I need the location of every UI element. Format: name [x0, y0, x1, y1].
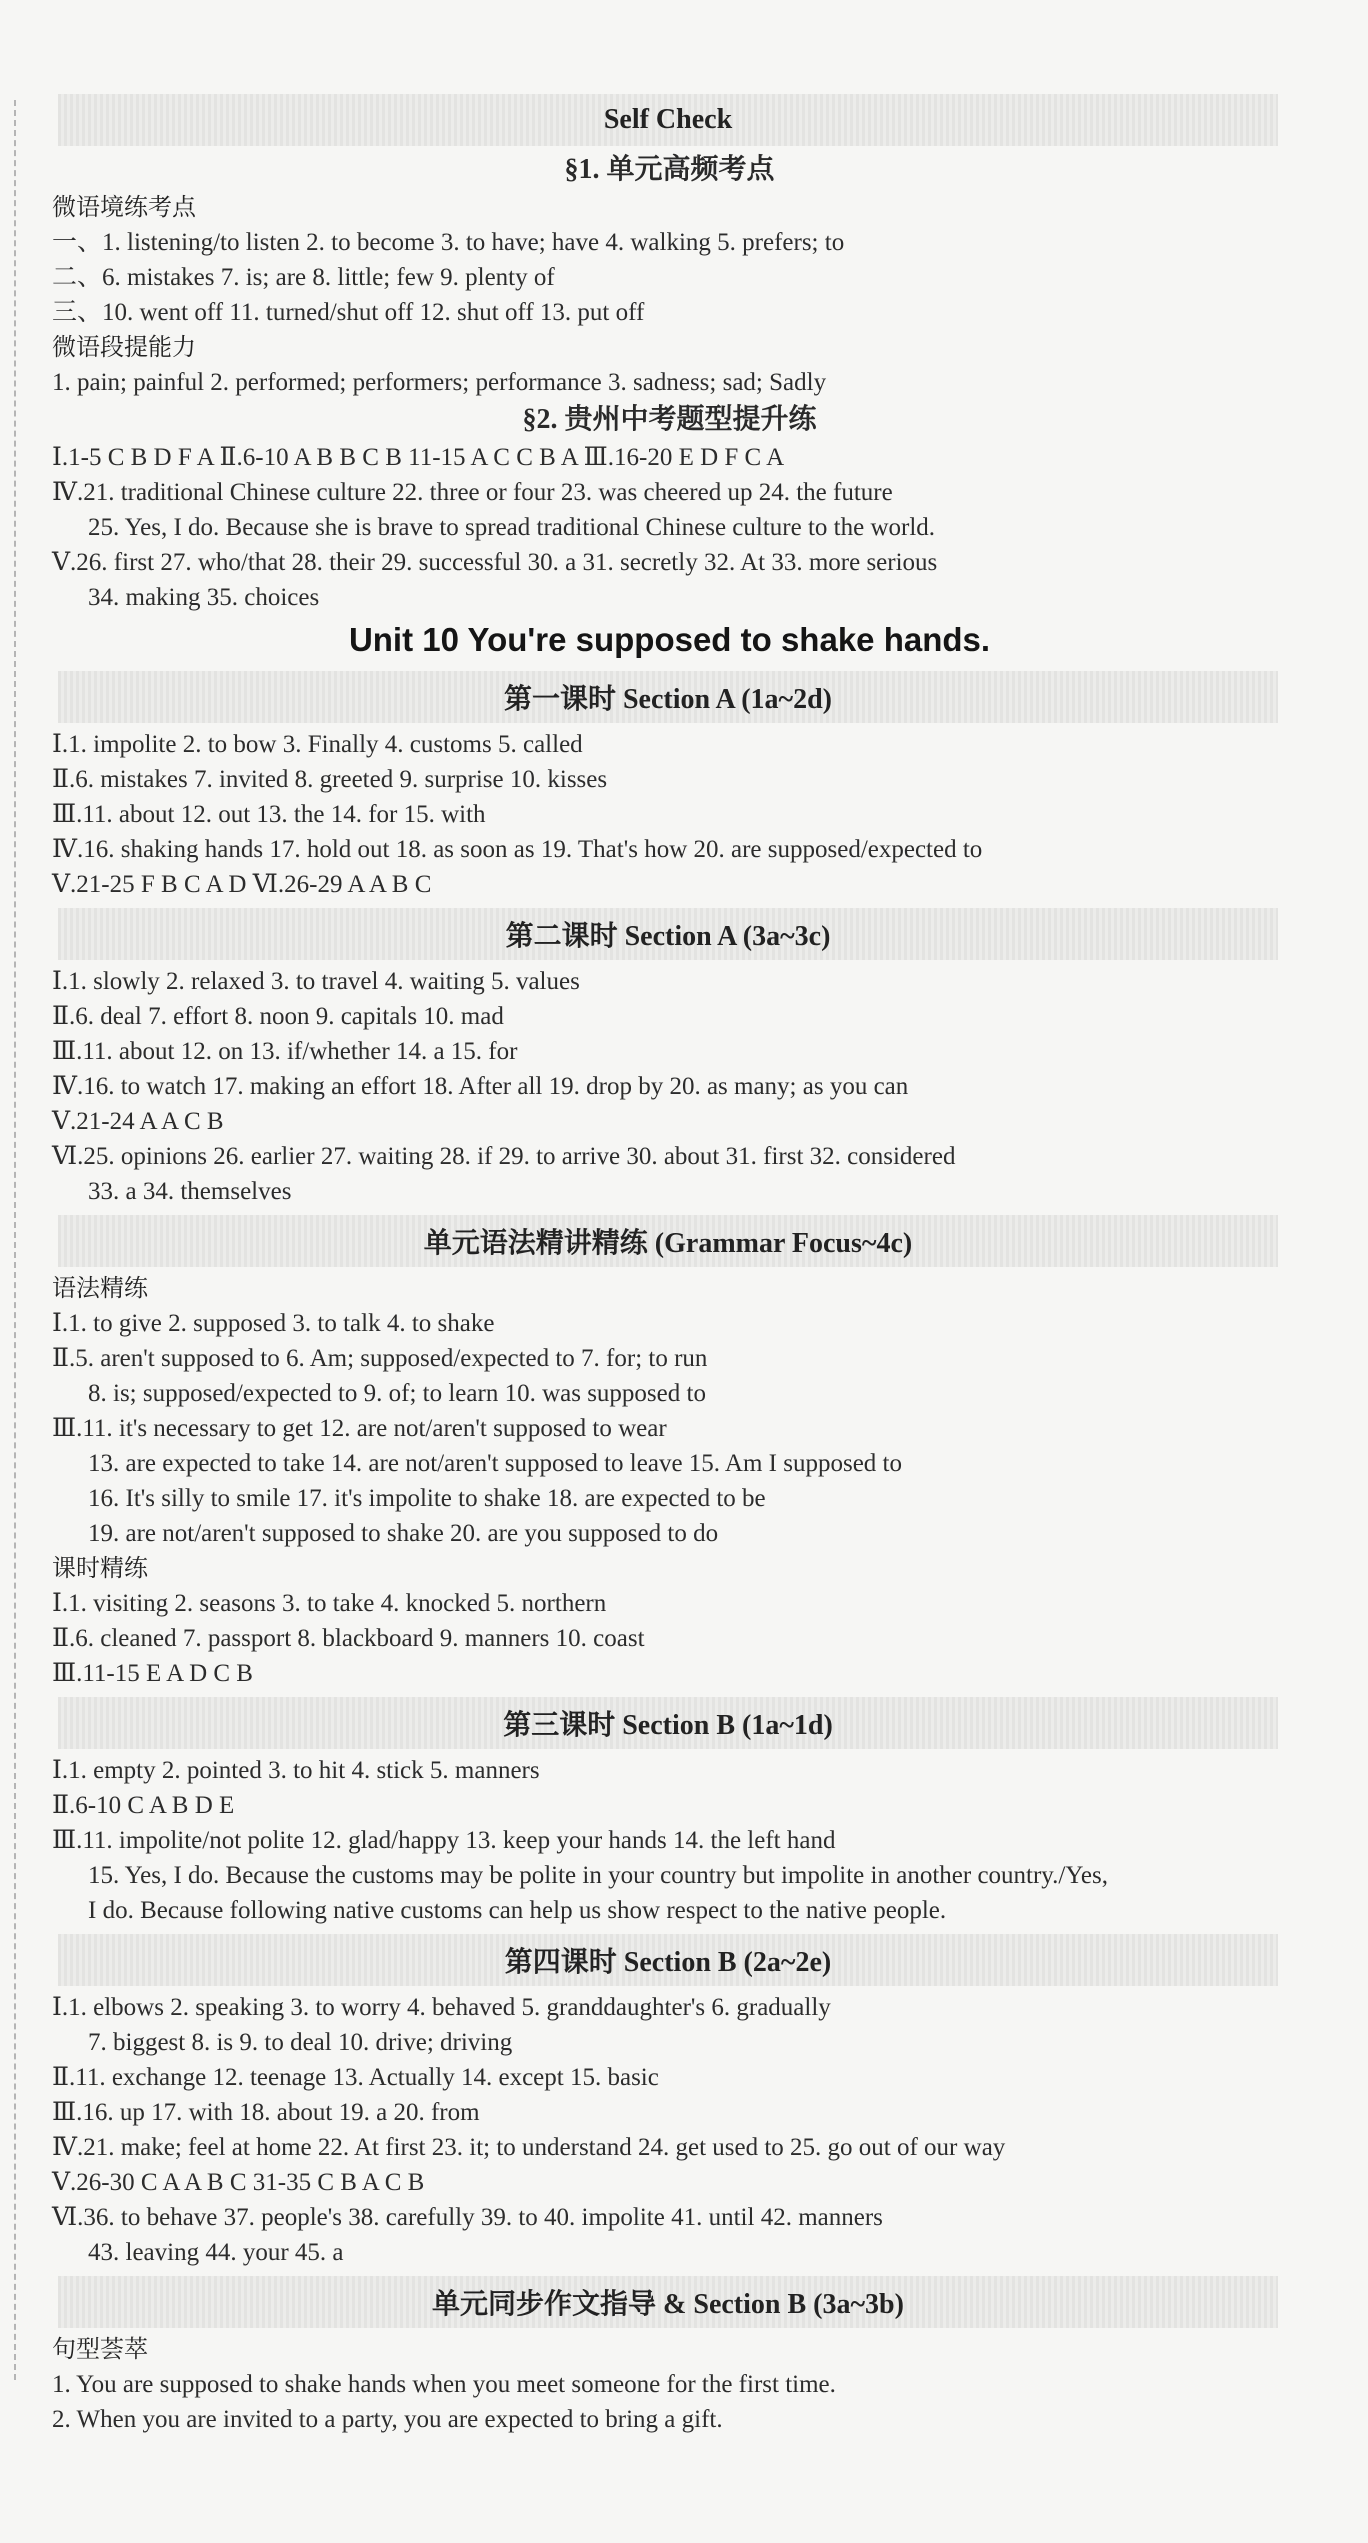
answer-line: Ⅲ.16. up 17. with 18. about 19. a 20. from — [52, 2099, 480, 2126]
answer-line-continued: 19. are not/aren't supposed to shake 20. are you supposed to do — [88, 1520, 719, 1547]
answer-line: Ⅰ.1. slowly 2. relaxed 3. to travel 4. waiting 5. values — [52, 968, 580, 995]
answer-line: 2. When you are invited to a party, you are expected to bring a gift. — [52, 2406, 723, 2433]
answer-line-continued: 8. is; supposed/expected to 9. of; to learn 10. was supposed to — [88, 1380, 706, 1407]
answer-line: Ⅰ.1-5 C B D F A Ⅱ.6-10 A B B C B 11-15 A C C B A Ⅲ.16-20 E D F C A — [52, 444, 785, 471]
answer-line: Ⅲ.11. about 12. on 13. if/whether 14. a 15. for — [52, 1038, 518, 1065]
answer-line: Ⅲ.11-15 E A D C B — [52, 1660, 253, 1687]
section-subtitle: §1. 单元高频考点 — [564, 154, 775, 185]
answer-line: Ⅳ.16. shaking hands 17. hold out 18. as soon as 19. That's how 20. are supposed/expected to — [52, 836, 983, 863]
answer-line: Ⅰ.1. to give 2. supposed 3. to talk 4. to shake — [52, 1310, 495, 1337]
answer-line: Ⅳ.21. make; feel at home 22. At first 23. it; to understand 24. get used to 25. go out of our way — [52, 2134, 1006, 2161]
answer-line: Ⅲ.11. about 12. out 13. the 14. for 15. with — [52, 801, 486, 828]
exercise-label: 语法精练 — [52, 1274, 148, 1302]
answer-line: Ⅱ.11. exchange 12. teenage 13. Actually 14. except 15. basic — [52, 2064, 659, 2091]
answer-line: Ⅵ.25. opinions 26. earlier 27. waiting 28. if 29. to arrive 30. about 31. first 32. considered — [52, 1143, 956, 1170]
binding-margin-line — [14, 100, 16, 2380]
answer-line: Ⅳ.16. to watch 17. making an effort 18. After all 19. drop by 20. as many; as you can — [52, 1073, 909, 1100]
unit-title: Unit 10 You're supposed to shake hands. — [348, 621, 991, 658]
answer-line-continued: 16. It's silly to smile 17. it's impolite to shake 18. are expected to be — [88, 1485, 766, 1512]
answer-line-continued: 13. are expected to take 14. are not/aren't supposed to leave 15. Am I supposed to — [88, 1450, 902, 1477]
answer-line-continued: 15. Yes, I do. Because the customs may be polite in your country but impolite in another country./Yes, — [88, 1862, 1109, 1889]
section-heading-bar: Self Check — [58, 94, 1278, 146]
answer-line: Ⅲ.11. impolite/not polite 12. glad/happy 13. keep your hands 14. the left hand — [52, 1827, 836, 1854]
answer-line: Ⅵ.36. to behave 37. people's 38. carefully 39. to 40. impolite 41. until 42. manners — [52, 2204, 883, 2231]
answer-content — [52, 88, 1287, 2437]
section-heading-bar: 第三课时 Section B (1a~1d) — [58, 1697, 1278, 1749]
answer-line: 1. You are supposed to shake hands when you meet someone for the first time. — [52, 2371, 836, 2398]
answer-line: 二、6. mistakes 7. is; are 8. little; few 9. plenty of — [52, 264, 555, 291]
answer-line: Ⅰ.1. empty 2. pointed 3. to hit 4. stick 5. manners — [52, 1757, 540, 1784]
section-heading-bar: 第二课时 Section A (3a~3c) — [58, 908, 1278, 960]
answer-line: Ⅱ.5. aren't supposed to 6. Am; supposed/expected to 7. for; to run — [52, 1345, 708, 1372]
answer-line: Ⅳ.21. traditional Chinese culture 22. three or four 23. was cheered up 24. the future — [52, 479, 893, 506]
answer-line: 1. pain; painful 2. performed; performers; performance 3. sadness; sad; Sadly — [52, 369, 827, 396]
answer-line: Ⅴ.21-25 F B C A D Ⅵ.26-29 A A B C — [52, 871, 432, 898]
answer-line: Ⅱ.6. mistakes 7. invited 8. greeted 9. surprise 10. kisses — [52, 766, 608, 793]
section-heading-bar: 单元同步作文指导 & Section B (3a~3b) — [58, 2276, 1278, 2328]
answer-line-continued: 43. leaving 44. your 45. a — [88, 2239, 344, 2266]
answer-line: Ⅲ.11. it's necessary to get 12. are not/aren't supposed to wear — [52, 1415, 667, 1442]
answer-line-continued: 33. a 34. themselves — [88, 1178, 292, 1205]
answer-line: 三、10. went off 11. turned/shut off 12. shut off 13. put off — [52, 299, 645, 326]
section-heading-bar: 第四课时 Section B (2a~2e) — [58, 1934, 1278, 1986]
section-heading-bar: 单元语法精讲精练 (Grammar Focus~4c) — [58, 1215, 1278, 1267]
answer-line: Ⅰ.1. impolite 2. to bow 3. Finally 4. customs 5. called — [52, 731, 583, 758]
answer-line: Ⅰ.1. visiting 2. seasons 3. to take 4. knocked 5. northern — [52, 1590, 607, 1617]
answer-line: Ⅱ.6. cleaned 7. passport 8. blackboard 9. manners 10. coast — [52, 1625, 645, 1652]
exercise-label: 句型荟萃 — [52, 2335, 148, 2363]
answer-line: Ⅱ.6-10 C A B D E — [52, 1792, 235, 1819]
section-subtitle: §2. 贵州中考题型提升练 — [522, 404, 817, 435]
answer-line: 一、1. listening/to listen 2. to become 3. to have; have 4. walking 5. prefers; to — [52, 229, 845, 256]
exercise-label: 微语段提能力 — [52, 333, 196, 361]
answer-line: Ⅰ.1. elbows 2. speaking 3. to worry 4. behaved 5. granddaughter's 6. gradually — [52, 1994, 831, 2021]
exercise-label: 课时精练 — [52, 1554, 148, 1582]
answer-line: Ⅴ.21-24 A A C B — [52, 1108, 224, 1135]
exercise-label: 微语境练考点 — [52, 193, 196, 221]
answer-line: Ⅴ.26. first 27. who/that 28. their 29. successful 30. a 31. secretly 32. At 33. more serious — [52, 549, 938, 576]
answer-line: Ⅴ.26-30 C A A B C 31-35 C B A C B — [52, 2169, 425, 2196]
section-heading-bar: 第一课时 Section A (1a~2d) — [58, 671, 1278, 723]
answer-line-continued: I do. Because following native customs can help us show respect to the native people. — [88, 1897, 947, 1924]
answer-line-continued: 25. Yes, I do. Because she is brave to spread traditional Chinese culture to the world. — [88, 514, 936, 541]
answer-line: Ⅱ.6. deal 7. effort 8. noon 9. capitals 10. mad — [52, 1003, 504, 1030]
answer-line-continued: 34. making 35. choices — [88, 584, 320, 611]
answer-line-continued: 7. biggest 8. is 9. to deal 10. drive; driving — [88, 2029, 513, 2056]
